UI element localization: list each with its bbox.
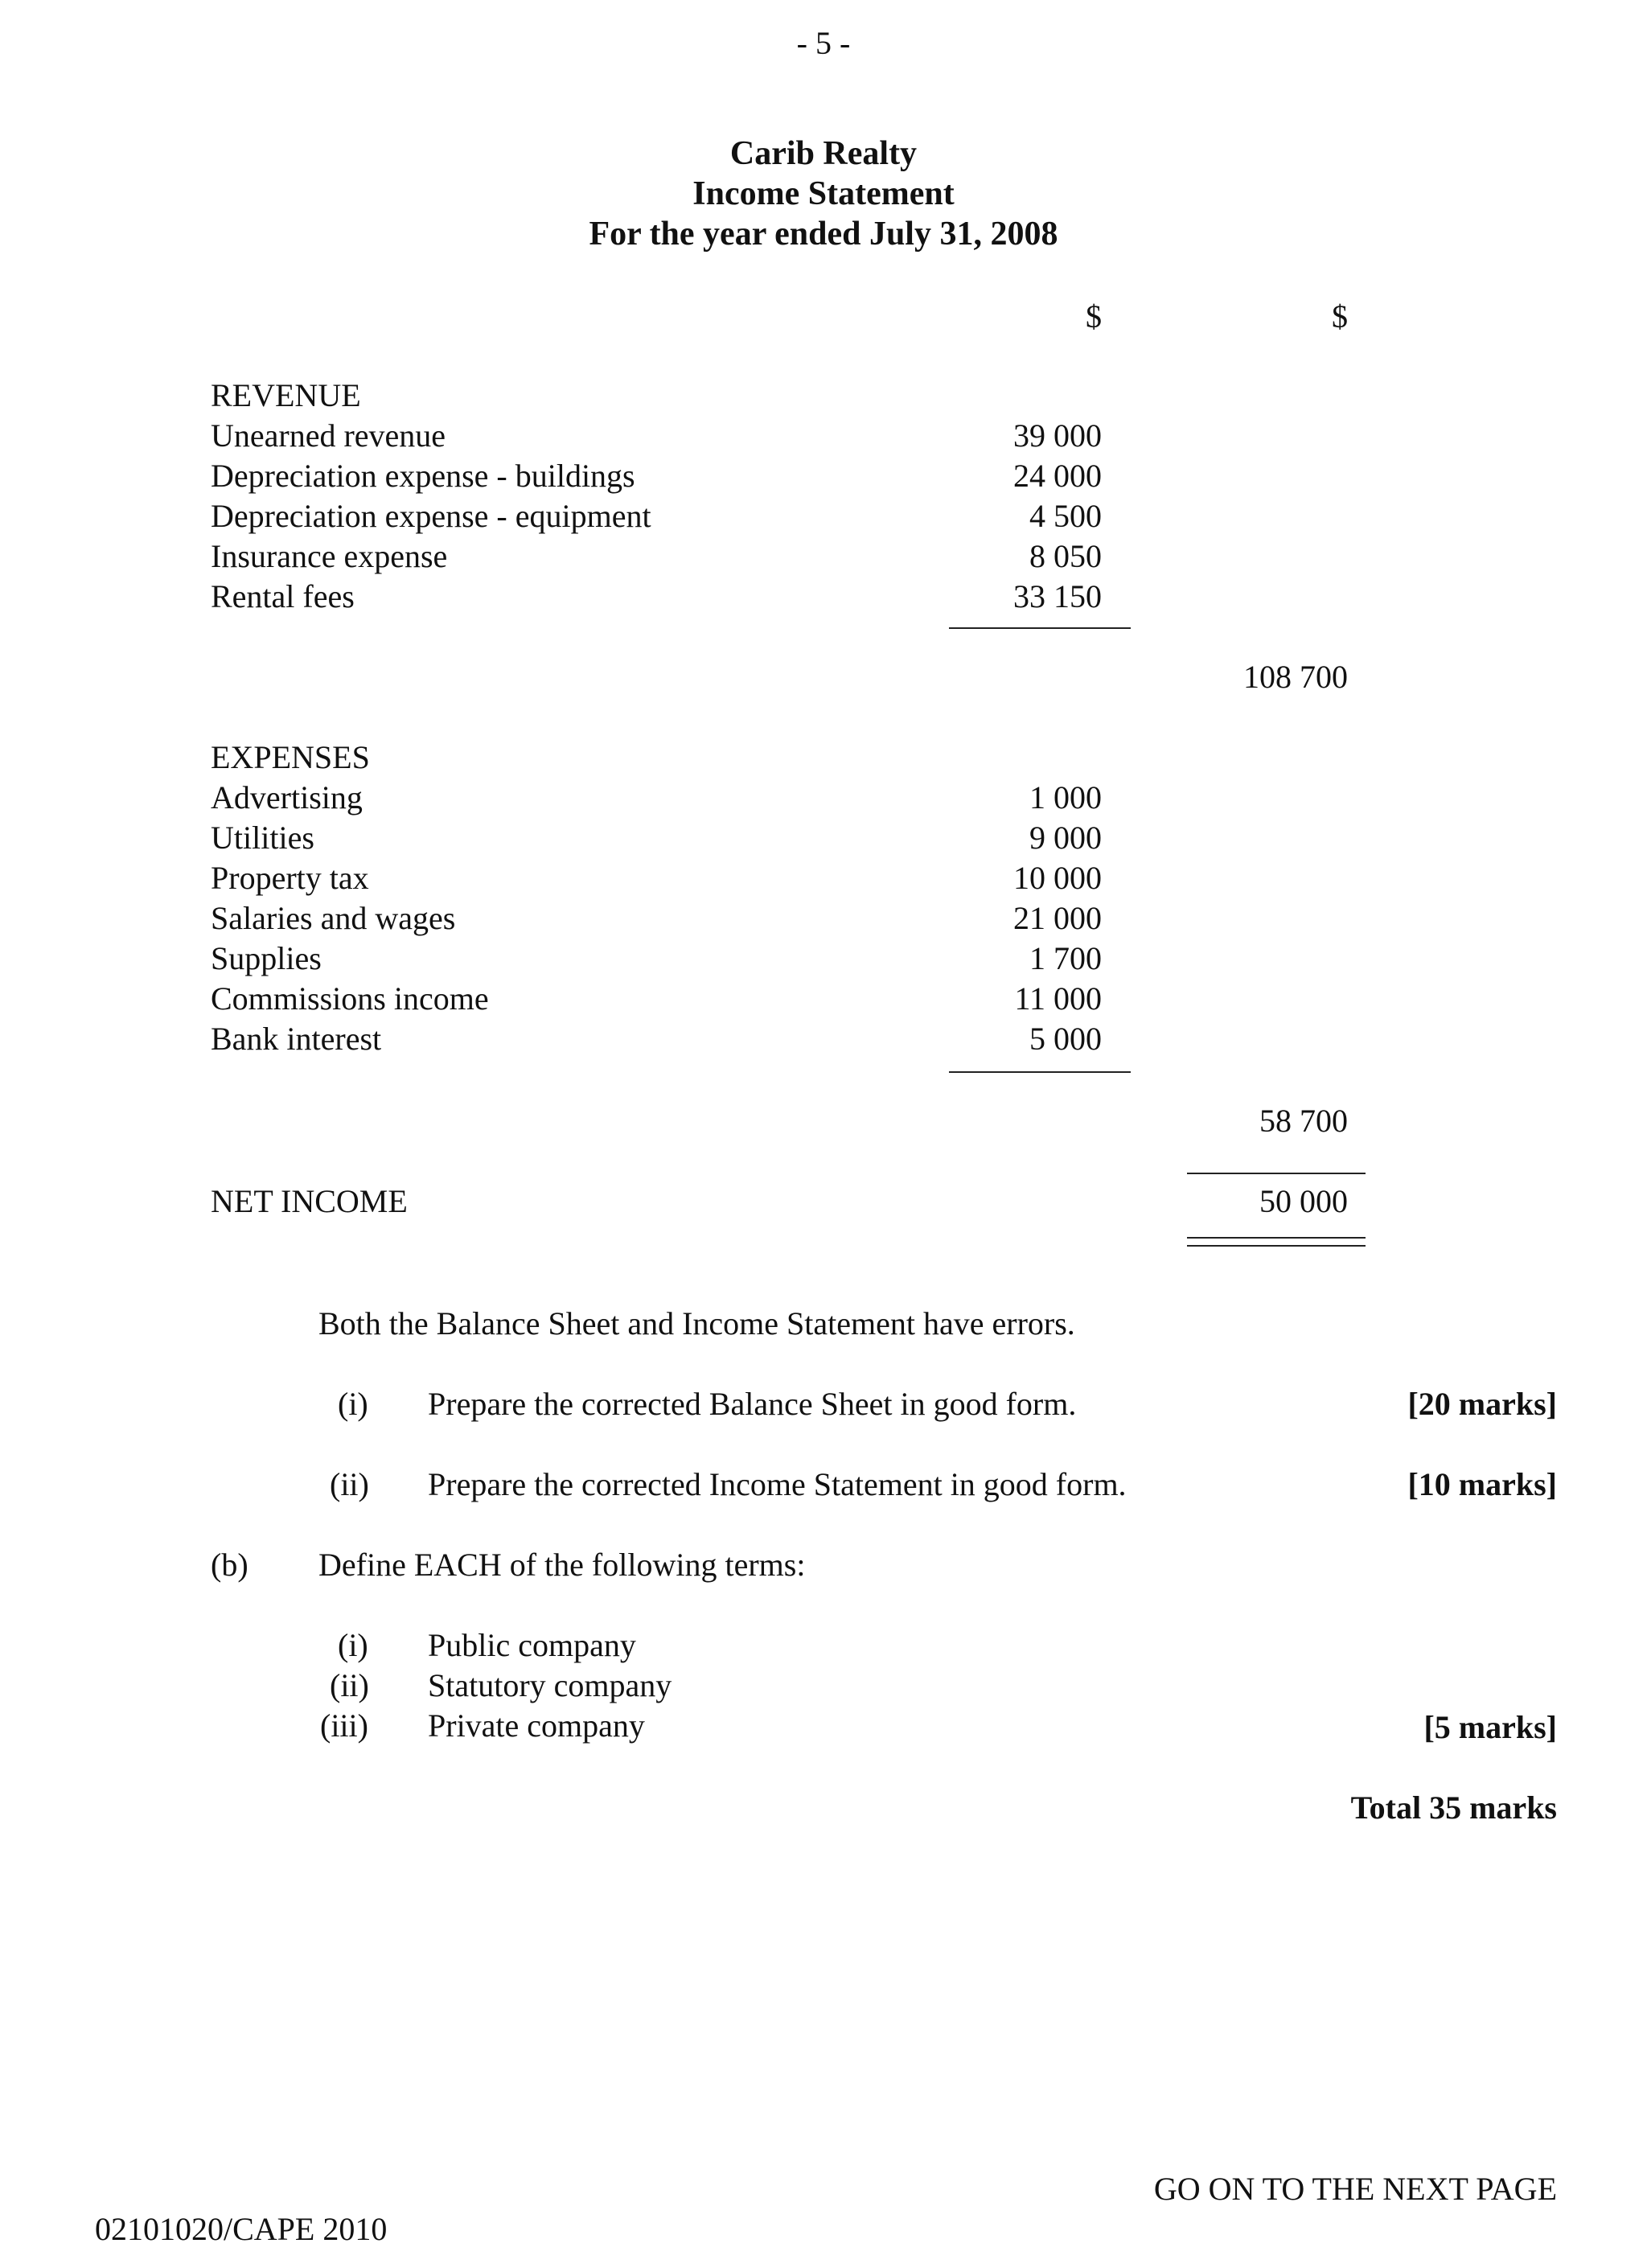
revenue-item-label: Rental fees: [211, 578, 355, 614]
part-a-ii-number: (ii): [330, 1466, 369, 1502]
part-a-ii-text: Prepare the corrected Income Statement in good form.: [428, 1466, 1127, 1502]
expense-item-label: Supplies: [211, 940, 322, 976]
part-b-i-text: Public company: [428, 1627, 636, 1663]
currency-header-col1: $: [1086, 298, 1102, 335]
revenue-item-amount: 4 500: [1029, 498, 1102, 534]
expense-item-amount: 11 000: [1014, 980, 1102, 1017]
expense-item-amount: 1 700: [1029, 940, 1102, 976]
next-page-note: GO ON TO THE NEXT PAGE: [1153, 2171, 1557, 2207]
statement-title: Income Statement: [692, 175, 955, 212]
expense-item-label: Salaries and wages: [211, 900, 456, 936]
expense-item-label: Commissions income: [211, 980, 489, 1017]
statement-period: For the year ended July 31, 2008: [589, 216, 1058, 253]
revenue-item-amount: 24 000: [1013, 458, 1102, 494]
net-income-double-rule-top: [1187, 1237, 1366, 1239]
part-b-iii-text: Private company: [428, 1707, 645, 1744]
part-b-ii-text: Statutory company: [428, 1667, 672, 1703]
revenue-item-label: Depreciation expense - buildings: [211, 458, 635, 494]
company-name: Carib Realty: [729, 135, 918, 172]
expense-item-amount: 21 000: [1013, 900, 1102, 936]
part-b-ii-number: (ii): [330, 1667, 369, 1703]
revenue-total: 108 700: [1243, 659, 1348, 695]
net-income-label: NET INCOME: [211, 1183, 408, 1219]
net-income-double-rule-bottom: [1187, 1245, 1366, 1247]
revenue-subtotal-rule: [949, 627, 1131, 629]
revenue-item-amount: 39 000: [1013, 417, 1102, 454]
part-a-i-number: (i): [338, 1386, 368, 1422]
expense-item-amount: 5 000: [1029, 1021, 1102, 1057]
part-a-i-marks: [20 marks]: [1407, 1386, 1557, 1422]
expense-item-label: Property tax: [211, 860, 369, 896]
revenue-heading: REVENUE: [211, 377, 361, 413]
part-b-i-number: (i): [338, 1627, 368, 1663]
part-b-text: Define EACH of the following terms:: [318, 1547, 806, 1583]
total-marks: Total 35 marks: [1350, 1789, 1557, 1826]
expenses-subtotal-rule: [949, 1071, 1131, 1073]
part-a-ii-marks: [10 marks]: [1407, 1466, 1557, 1502]
revenue-item-amount: 33 150: [1013, 578, 1102, 614]
revenue-item-label: Depreciation expense - equipment: [211, 498, 651, 534]
expense-item-label: Advertising: [211, 779, 363, 816]
expense-item-label: Utilities: [211, 820, 314, 856]
net-income-rule: [1187, 1173, 1366, 1174]
net-income-amount: 50 000: [1259, 1183, 1348, 1219]
expense-item-amount: 9 000: [1029, 820, 1102, 856]
part-b-marks: [5 marks]: [1423, 1709, 1557, 1745]
question-intro: Both the Balance Sheet and Income Statement have errors.: [318, 1305, 1075, 1341]
revenue-item-label: Insurance expense: [211, 538, 448, 574]
expense-item-amount: 10 000: [1013, 860, 1102, 896]
revenue-item-amount: 8 050: [1029, 538, 1102, 574]
expense-item-amount: 1 000: [1029, 779, 1102, 816]
revenue-item-label: Unearned revenue: [211, 417, 446, 454]
expense-item-label: Bank interest: [211, 1021, 382, 1057]
page-number: - 5 -: [796, 25, 851, 61]
currency-header-col2: $: [1332, 298, 1348, 335]
expenses-heading: EXPENSES: [211, 739, 370, 775]
part-a-i-text: Prepare the corrected Balance Sheet in good form.: [428, 1386, 1077, 1422]
expenses-total: 58 700: [1259, 1103, 1348, 1139]
paper-code: 02101020/CAPE 2010: [95, 2211, 388, 2247]
part-b-iii-number: (iii): [320, 1707, 368, 1744]
part-b-label: (b): [211, 1547, 248, 1583]
